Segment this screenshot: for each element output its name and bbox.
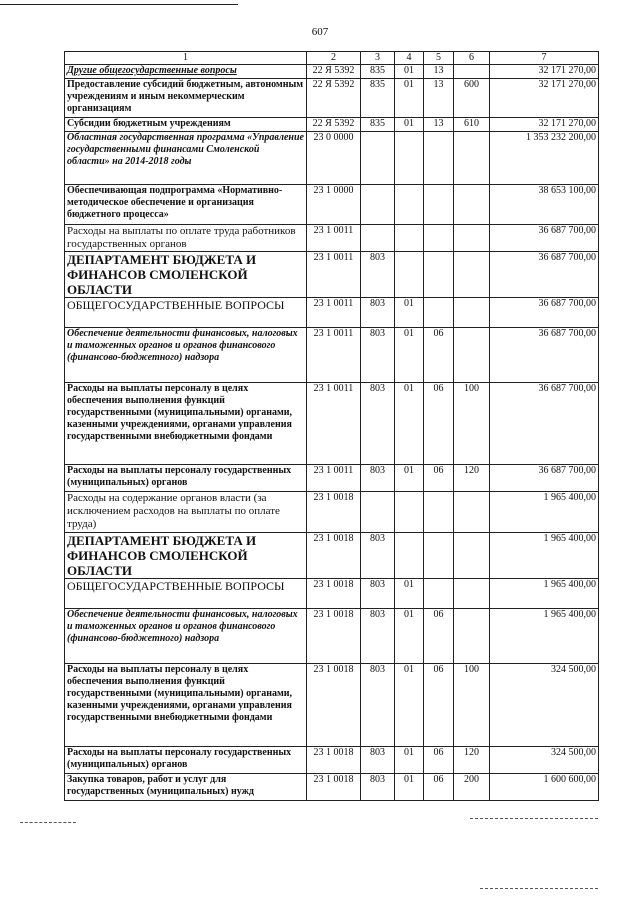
section-code: 01: [395, 383, 424, 465]
expense-type-code: [454, 65, 490, 79]
target-code: 22 Я 5392: [307, 79, 361, 118]
grbs-code: 803: [361, 774, 395, 801]
grbs-code: 803: [361, 747, 395, 774]
table-row: [65, 118, 599, 132]
subsection-code: 06: [424, 747, 454, 774]
grbs-code: [361, 132, 395, 185]
grbs-code: 803: [361, 533, 395, 579]
page-number: 607: [311, 26, 329, 38]
expense-type-code: [454, 609, 490, 664]
grbs-code: 803: [361, 579, 395, 609]
target-code: 23 1 0011: [307, 328, 361, 383]
subsection-code: [424, 533, 454, 579]
amount: 1 353 232 200,00: [490, 132, 599, 185]
section-code: [395, 533, 424, 579]
row-name: ДЕПАРТАМЕНТ БЮДЖЕТА И ФИНАНСОВ СМОЛЕНСКОЙ ОБЛАСТИ: [65, 252, 307, 298]
target-code: 23 1 0018: [307, 774, 361, 801]
row-name: Расходы на выплаты персоналу в целях обеспечения выполнения функций государственными (муниципальными) органами, казенными учреждениями, органами управления государственными внебюджетными фондами: [65, 383, 307, 465]
target-code: 22 Я 5392: [307, 65, 361, 79]
section-code: 01: [395, 298, 424, 328]
header-row: [65, 52, 599, 65]
subsection-code: [424, 492, 454, 533]
row-name: Обеспечение деятельности финансовых, налоговых и таможенных органов и органов финансового (финансово-бюджетного) надзора: [65, 328, 307, 383]
section-code: 01: [395, 328, 424, 383]
expense-type-code: [454, 579, 490, 609]
target-code: 23 0 0000: [307, 132, 361, 185]
section-code: [395, 225, 424, 252]
subsection-code: 06: [424, 465, 454, 492]
row-name: Предоставление субсидий бюджетным, автономным учреждениям и иным некоммерческим организациям: [65, 79, 307, 118]
table-row: [65, 132, 599, 185]
expense-type-code: [454, 533, 490, 579]
header-col-1: 1: [65, 52, 307, 65]
amount: 32 171 270,00: [490, 79, 599, 118]
grbs-code: 803: [361, 465, 395, 492]
target-code: 23 1 0018: [307, 492, 361, 533]
row-name: Обеспечивающая подпрограмма «Нормативно-методическое обеспечение и организация бюджетного процесса»: [65, 185, 307, 225]
target-code: 23 1 0011: [307, 465, 361, 492]
section-code: [395, 132, 424, 185]
amount: 324 500,00: [490, 747, 599, 774]
expense-type-code: [454, 225, 490, 252]
amount: 36 687 700,00: [490, 465, 599, 492]
expense-type-code: 610: [454, 118, 490, 132]
section-code: [395, 185, 424, 225]
section-code: 01: [395, 609, 424, 664]
target-code: 22 Я 5392: [307, 118, 361, 132]
section-code: 01: [395, 465, 424, 492]
expense-type-code: [454, 328, 490, 383]
table-row: [65, 747, 599, 774]
table-row: [65, 774, 599, 801]
target-code: 23 1 0018: [307, 579, 361, 609]
grbs-code: [361, 492, 395, 533]
row-name: Субсидии бюджетным учреждениям: [65, 118, 307, 132]
expense-type-code: 120: [454, 465, 490, 492]
expense-type-code: 100: [454, 383, 490, 465]
amount: 1 965 400,00: [490, 579, 599, 609]
grbs-code: 803: [361, 328, 395, 383]
row-name: ДЕПАРТАМЕНТ БЮДЖЕТА И ФИНАНСОВ СМОЛЕНСКОЙ ОБЛАСТИ: [65, 533, 307, 579]
amount: 1 965 400,00: [490, 609, 599, 664]
table-row: [65, 185, 599, 225]
subsection-code: 06: [424, 383, 454, 465]
amount: 36 687 700,00: [490, 383, 599, 465]
subsection-code: [424, 185, 454, 225]
row-name: Другие общегосударственные вопросы: [65, 65, 307, 79]
row-name: Закупка товаров, работ и услуг для государственных (муниципальных) нужд: [65, 774, 307, 801]
section-code: 01: [395, 774, 424, 801]
subsection-code: 13: [424, 65, 454, 79]
subsection-code: 06: [424, 664, 454, 747]
section-code: [395, 492, 424, 533]
table-row: [65, 383, 599, 465]
table-row: [65, 492, 599, 533]
subsection-code: 06: [424, 609, 454, 664]
expense-type-code: 200: [454, 774, 490, 801]
table-row: [65, 225, 599, 252]
table-row: [65, 65, 599, 79]
grbs-code: 803: [361, 383, 395, 465]
amount: 32 171 270,00: [490, 118, 599, 132]
subsection-code: [424, 132, 454, 185]
expense-type-code: [454, 132, 490, 185]
row-name: ОБЩЕГОСУДАРСТВЕННЫЕ ВОПРОСЫ: [65, 579, 307, 609]
row-name: Расходы на выплаты персоналу государственных (муниципальных) органов: [65, 465, 307, 492]
subsection-code: [424, 252, 454, 298]
subsection-code: 13: [424, 79, 454, 118]
subsection-code: 06: [424, 328, 454, 383]
grbs-code: 803: [361, 252, 395, 298]
expense-type-code: 100: [454, 664, 490, 747]
expense-type-code: [454, 298, 490, 328]
budget-table: [64, 51, 599, 801]
section-code: 01: [395, 579, 424, 609]
target-code: 23 1 0011: [307, 225, 361, 252]
amount: 1 600 600,00: [490, 774, 599, 801]
header-col-5: 5: [424, 52, 454, 65]
amount: 36 687 700,00: [490, 298, 599, 328]
grbs-code: [361, 185, 395, 225]
row-name: Обеспечение деятельности финансовых, налоговых и таможенных органов и органов финансового (финансово-бюджетного) надзора: [65, 609, 307, 664]
grbs-code: 835: [361, 65, 395, 79]
subsection-code: [424, 298, 454, 328]
bottom-dash-right: [470, 818, 598, 819]
target-code: 23 1 0011: [307, 252, 361, 298]
target-code: 23 1 0011: [307, 383, 361, 465]
amount: 36 687 700,00: [490, 328, 599, 383]
amount: 1 965 400,00: [490, 533, 599, 579]
grbs-code: [361, 225, 395, 252]
target-code: 23 1 0018: [307, 533, 361, 579]
header-col-7: 7: [490, 52, 599, 65]
table-row: [65, 533, 599, 579]
amount: 32 171 270,00: [490, 65, 599, 79]
top-rule: [0, 4, 238, 5]
amount: 1 965 400,00: [490, 492, 599, 533]
section-code: [395, 252, 424, 298]
section-code: 01: [395, 747, 424, 774]
grbs-code: 803: [361, 609, 395, 664]
expense-type-code: 600: [454, 79, 490, 118]
table-row: [65, 664, 599, 747]
table-body: [65, 65, 599, 801]
bottom-dash-bottom: [480, 888, 598, 889]
grbs-code: 835: [361, 118, 395, 132]
header-col-4: 4: [395, 52, 424, 65]
table-row: [65, 579, 599, 609]
section-code: 01: [395, 79, 424, 118]
row-name: Расходы на выплаты персоналу государственных (муниципальных) органов: [65, 747, 307, 774]
bottom-dash-left: [20, 822, 76, 823]
subsection-code: 06: [424, 774, 454, 801]
target-code: 23 1 0018: [307, 664, 361, 747]
header-col-2: 2: [307, 52, 361, 65]
expense-type-code: [454, 185, 490, 225]
subsection-code: 13: [424, 118, 454, 132]
grbs-code: 803: [361, 298, 395, 328]
expense-type-code: [454, 492, 490, 533]
section-code: 01: [395, 664, 424, 747]
row-name: Областная государственная программа «Управление государственными финансами Смоленской области» на 2014-2018 годы: [65, 132, 307, 185]
subsection-code: [424, 225, 454, 252]
subsection-code: [424, 579, 454, 609]
table-row: [65, 79, 599, 118]
target-code: 23 1 0018: [307, 747, 361, 774]
expense-type-code: 120: [454, 747, 490, 774]
row-name: ОБЩЕГОСУДАРСТВЕННЫЕ ВОПРОСЫ: [65, 298, 307, 328]
amount: 38 653 100,00: [490, 185, 599, 225]
amount: 36 687 700,00: [490, 225, 599, 252]
target-code: 23 1 0018: [307, 609, 361, 664]
table-row: [65, 252, 599, 298]
header-col-6: 6: [454, 52, 490, 65]
target-code: 23 1 0011: [307, 298, 361, 328]
table-row: [65, 328, 599, 383]
section-code: 01: [395, 65, 424, 79]
section-code: 01: [395, 118, 424, 132]
table-row: [65, 609, 599, 664]
row-name: Расходы на содержание органов власти (за исключением расходов на выплаты по оплате труда): [65, 492, 307, 533]
expense-type-code: [454, 252, 490, 298]
header-col-3: 3: [361, 52, 395, 65]
table-row: [65, 465, 599, 492]
grbs-code: 803: [361, 664, 395, 747]
amount: 36 687 700,00: [490, 252, 599, 298]
table-row: [65, 298, 599, 328]
row-name: Расходы на выплаты по оплате труда работников государственных органов: [65, 225, 307, 252]
grbs-code: 835: [361, 79, 395, 118]
row-name: Расходы на выплаты персоналу в целях обеспечения выполнения функций государственными (муниципальными) органами, казенными учреждениями, органами управления государственными внебюджетными фондами: [65, 664, 307, 747]
target-code: 23 1 0000: [307, 185, 361, 225]
amount: 324 500,00: [490, 664, 599, 747]
